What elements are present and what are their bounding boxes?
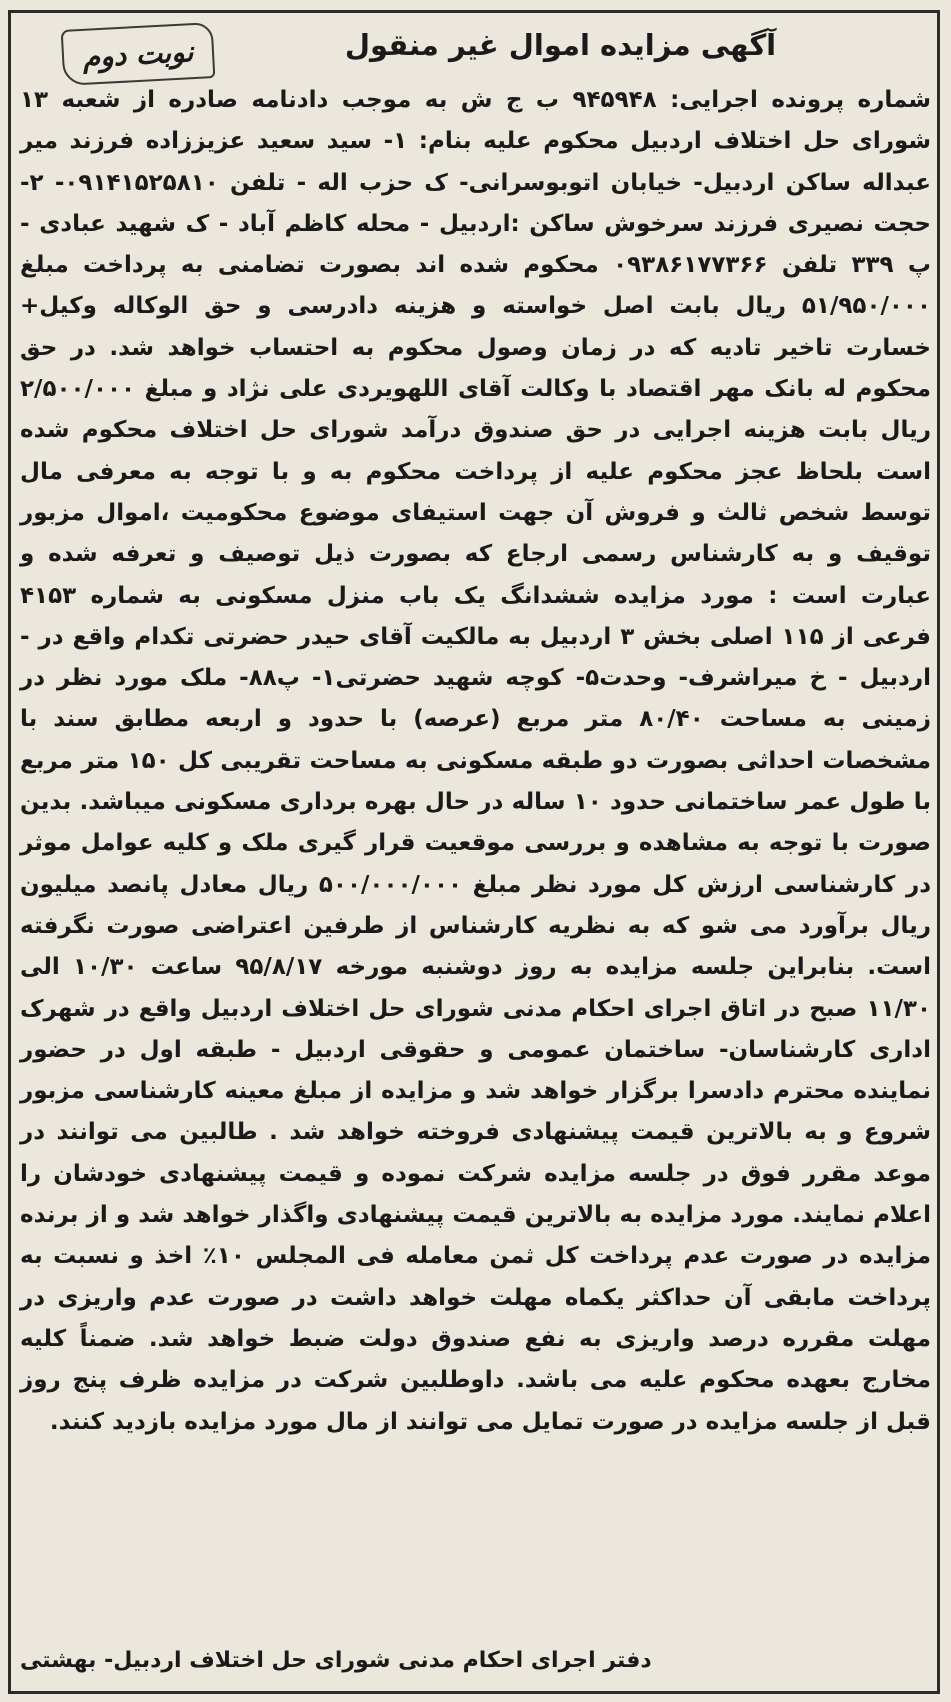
publication-round-stamp: نوبت دوم — [61, 22, 216, 86]
notice-signature: دفتر اجرای احکام مدنی شورای حل اختلاف اردبیل- بهشتی — [20, 1648, 652, 1673]
notice-body: شماره پرونده اجرایی: ۹۴۵۹۴۸ ب ج ش به موجب دادنامه صادره از شعبه ۱۳ شورای حل اختلاف اردبیل محکوم علیه بنام: ۱- سید سعید عزیززاده فرزند میر عبداله ساکن اردبیل- خیابان اتوبوسرانی- ک حزب اله - تلفن ۰۹۱۴۱۵۲۵۸۱۰- ۲- حجت نصیری فرزند سرخوش ساکن :اردبیل - محله کاظم آباد - ک شهید عبادی - پ ۳۳۹ تلفن ۰۹۳۸۶۱۷۷۳۶۶ محکوم شده اند بصورت تضامنی به پرداخت مبلغ ۵۱/۹۵۰/۰۰۰ ریال بابت اصل خواسته و هزینه دادرسی و حق الوکاله وکیل+ خسارت تاخیر تادیه که در زمان وصول محکوم به احتساب خواهد شد. در حق محکوم له بانک مهر اقتصاد با وکالت آقای اللهویردی علی نژاد و مبلغ ۲/۵۰۰/۰۰۰ ریال بابت هزینه اجرایی در حق صندوق درآمد شورای حل اختلاف محکوم شده است بلحاظ عجز محکوم علیه از پرداخت محکوم به و با توجه به معرفی مال توسط شخص ثالث و فروش آن جهت استیفای موضوع محکومیت ،اموال مزبور توقیف و به کارشناس رسمی ارجاع که بصورت ذیل توصیف و تعرفه شده و عبارت است : مورد مزایده ششدانگ یک باب منزل مسکونی به شماره ۴۱۵۳ فرعی از ۱۱۵ اصلی بخش ۳ اردبیل به مالکیت آقای حیدر حضرتی تکدام واقع در - اردبیل - خ میراشرف- وحدت۵- کوچه شهید حضرتی۱- پ۸۸- ملک مورد نظر در زمینی به مساحت ۸۰/۴۰ متر مربع (عرصه) با حدود و اربعه مطابق سند با مشخصات احداثی بصورت دو طبقه مسکونی به مساحت تقریبی کل ۱۵۰ متر مربع با طول عمر ساختمانی حدود ۱۰ ساله در حال بهره برداری مسکونی میباشد. بدین صورت با توجه به مشاهده و بررسی موقعیت قرار گیری ملک و کلیه عوامل موثر در کارشناسی ارزش کل مورد نظر مبلغ ۵۰۰/۰۰۰/۰۰۰ ریال معادل پانصد میلیون ریال برآورد می شو که به نظریه کارشناس از طرفین اعتراضی صورت نگرفته است. بنابراین جلسه مزایده به روز دوشنبه مورخه ۹۵/۸/۱۷ ساعت ۱۰/۳۰ الی ۱۱/۳۰ صبح در اتاق اجرای احکام مدنی شورای حل اختلاف اردبیل واقع در شهرک اداری کارشناسان- ساختمان عمومی و حقوقی اردبیل - طبقه اول در حضور نماینده محترم دادسرا برگزار خواهد شد و مزایده از مبلغ معینه کارشناسی مزبور شروع و به بالاترین قیمت پیشنهادی فروخته خواهد شد . طالبین می توانند در موعد مقرر فوق در جلسه مزایده شرکت نموده و قیمت پیشنهادی خودشان را اعلام نمایند. مورد مزایده به بالاترین قیمت پیشنهادی واگذار خواهد شد و از برنده مزایده در صورت عدم پرداخت کل ثمن معامله فی المجلس ۱۰٪ اخذ و نسبت به پرداخت مابقی آن حداکثر یکماه مهلت خواهد داشت در صورت عدم واریزی در مهلت مقرره درصد واریزی به نفع صندوق دولت ضبط خواهد شد. ضمناً کلیه مخارج بعهده محکوم علیه می باشد. داوطلبین شرکت در مزایده ظرف پنج روز قبل از جلسه مزایده در صورت تمایل می توانند از مال مورد مزایده بازدید کنند. — [20, 87, 932, 1435]
notice-title: آگهی مزایده اموال غیر منقول — [344, 28, 777, 62]
